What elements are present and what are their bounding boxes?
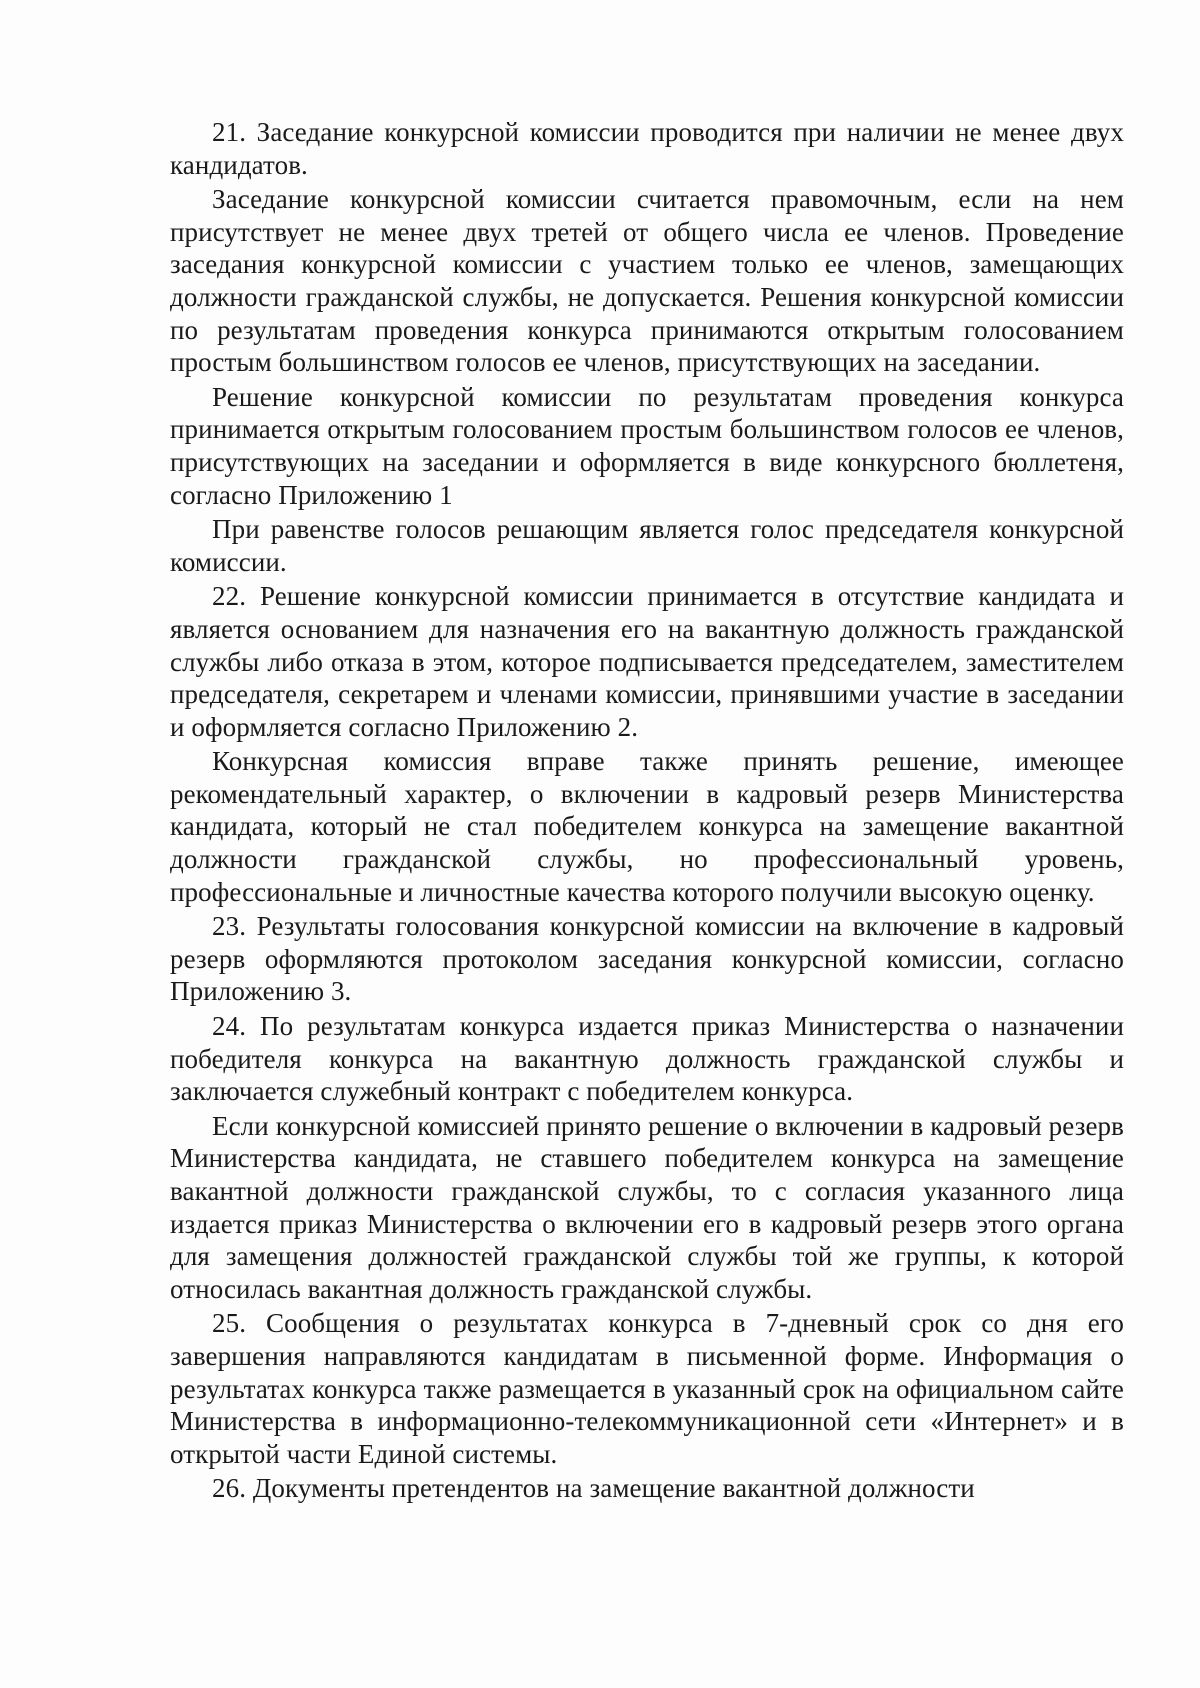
document-body	[170, 116, 1124, 1507]
paragraph-22: 22. Решение конкурсной комиссии принимается в отсутствие кандидата и является основанием для назначения его на вакантную должность гражданской службы либо отказа в этом, которое подписывается председателем, заместителем председателя, секретарем и членами комиссии, принявшими участие в заседании и оформляется согласно Приложению 2.	[170, 581, 1124, 742]
paragraph-22-reserve: Конкурсная комиссия вправе также принять решение, имеющее рекомендательный характер, о включении в кадровый резерв Министерства кандидата, который не стал победителем конкурса на замещение вакантной должности гражданской службы, но профессиональный уровень, профессиональные и личностные качества которого получили высокую оценку.	[170, 746, 1124, 907]
paragraph-21-tie: При равенстве голосов решающим является голос председателя конкурсной комиссии.	[170, 514, 1124, 577]
paragraph-23: 23. Результаты голосования конкурсной комиссии на включение в кадровый резерв оформляются протоколом заседания конкурсной комиссии, согласно Приложению 3.	[170, 911, 1124, 1007]
paragraph-26: 26. Документы претендентов на замещение вакантной должности	[212, 1473, 975, 1504]
paragraph-25: 25. Сообщения о результатах конкурса в 7-дневный срок со дня его завершения направляются кандидатам в письменной форме. Информация о результатах конкурса также размещается в указанный срок на официальном сайте Министерства в информационно-телекоммуникационной сети «Интернет» и в открытой части Единой системы.	[170, 1308, 1124, 1469]
paragraph-24: 24. По результатам конкурса издается приказ Министерства о назначении победителя конкурса на вакантную должность гражданской службы и заключается служебный контракт с победителем конкурса.	[170, 1011, 1124, 1107]
paragraph-21: 21. Заседание конкурсной комиссии проводится при наличии не менее двух кандидатов.	[170, 117, 1124, 180]
paragraph-21-decision: Решение конкурсной комиссии по результатам проведения конкурса принимается открытым голосованием простым большинством голосов ее членов, присутствующих на заседании и оформляется в виде конкурсного бюллетеня, согласно Приложению 1	[170, 381, 1124, 510]
paragraph-24-reserve: Если конкурсной комиссией принято решение о включении в кадровый резерв Министерства кандидата, не ставшего победителем конкурса на замещение вакантной должности гражданской службы, то с согласия указанного лица издается приказ Министерства о включении его в кадровый резерв этого органа для замещения должностей гражданской службы той же группы, к которой относилась вакантная должность гражданской службы.	[170, 1110, 1124, 1304]
paragraph-21-quorum: Заседание конкурсной комиссии считается правомочным, если на нем присутствует не менее двух третей от общего числа ее членов. Проведение заседания конкурсной комиссии с участием только ее членов, замещающих должности гражданской службы, не допускается. Решения конкурсной комиссии по результатам проведения конкурса принимаются открытым голосованием простым большинством голосов ее членов, присутствующих на заседании.	[170, 184, 1124, 378]
